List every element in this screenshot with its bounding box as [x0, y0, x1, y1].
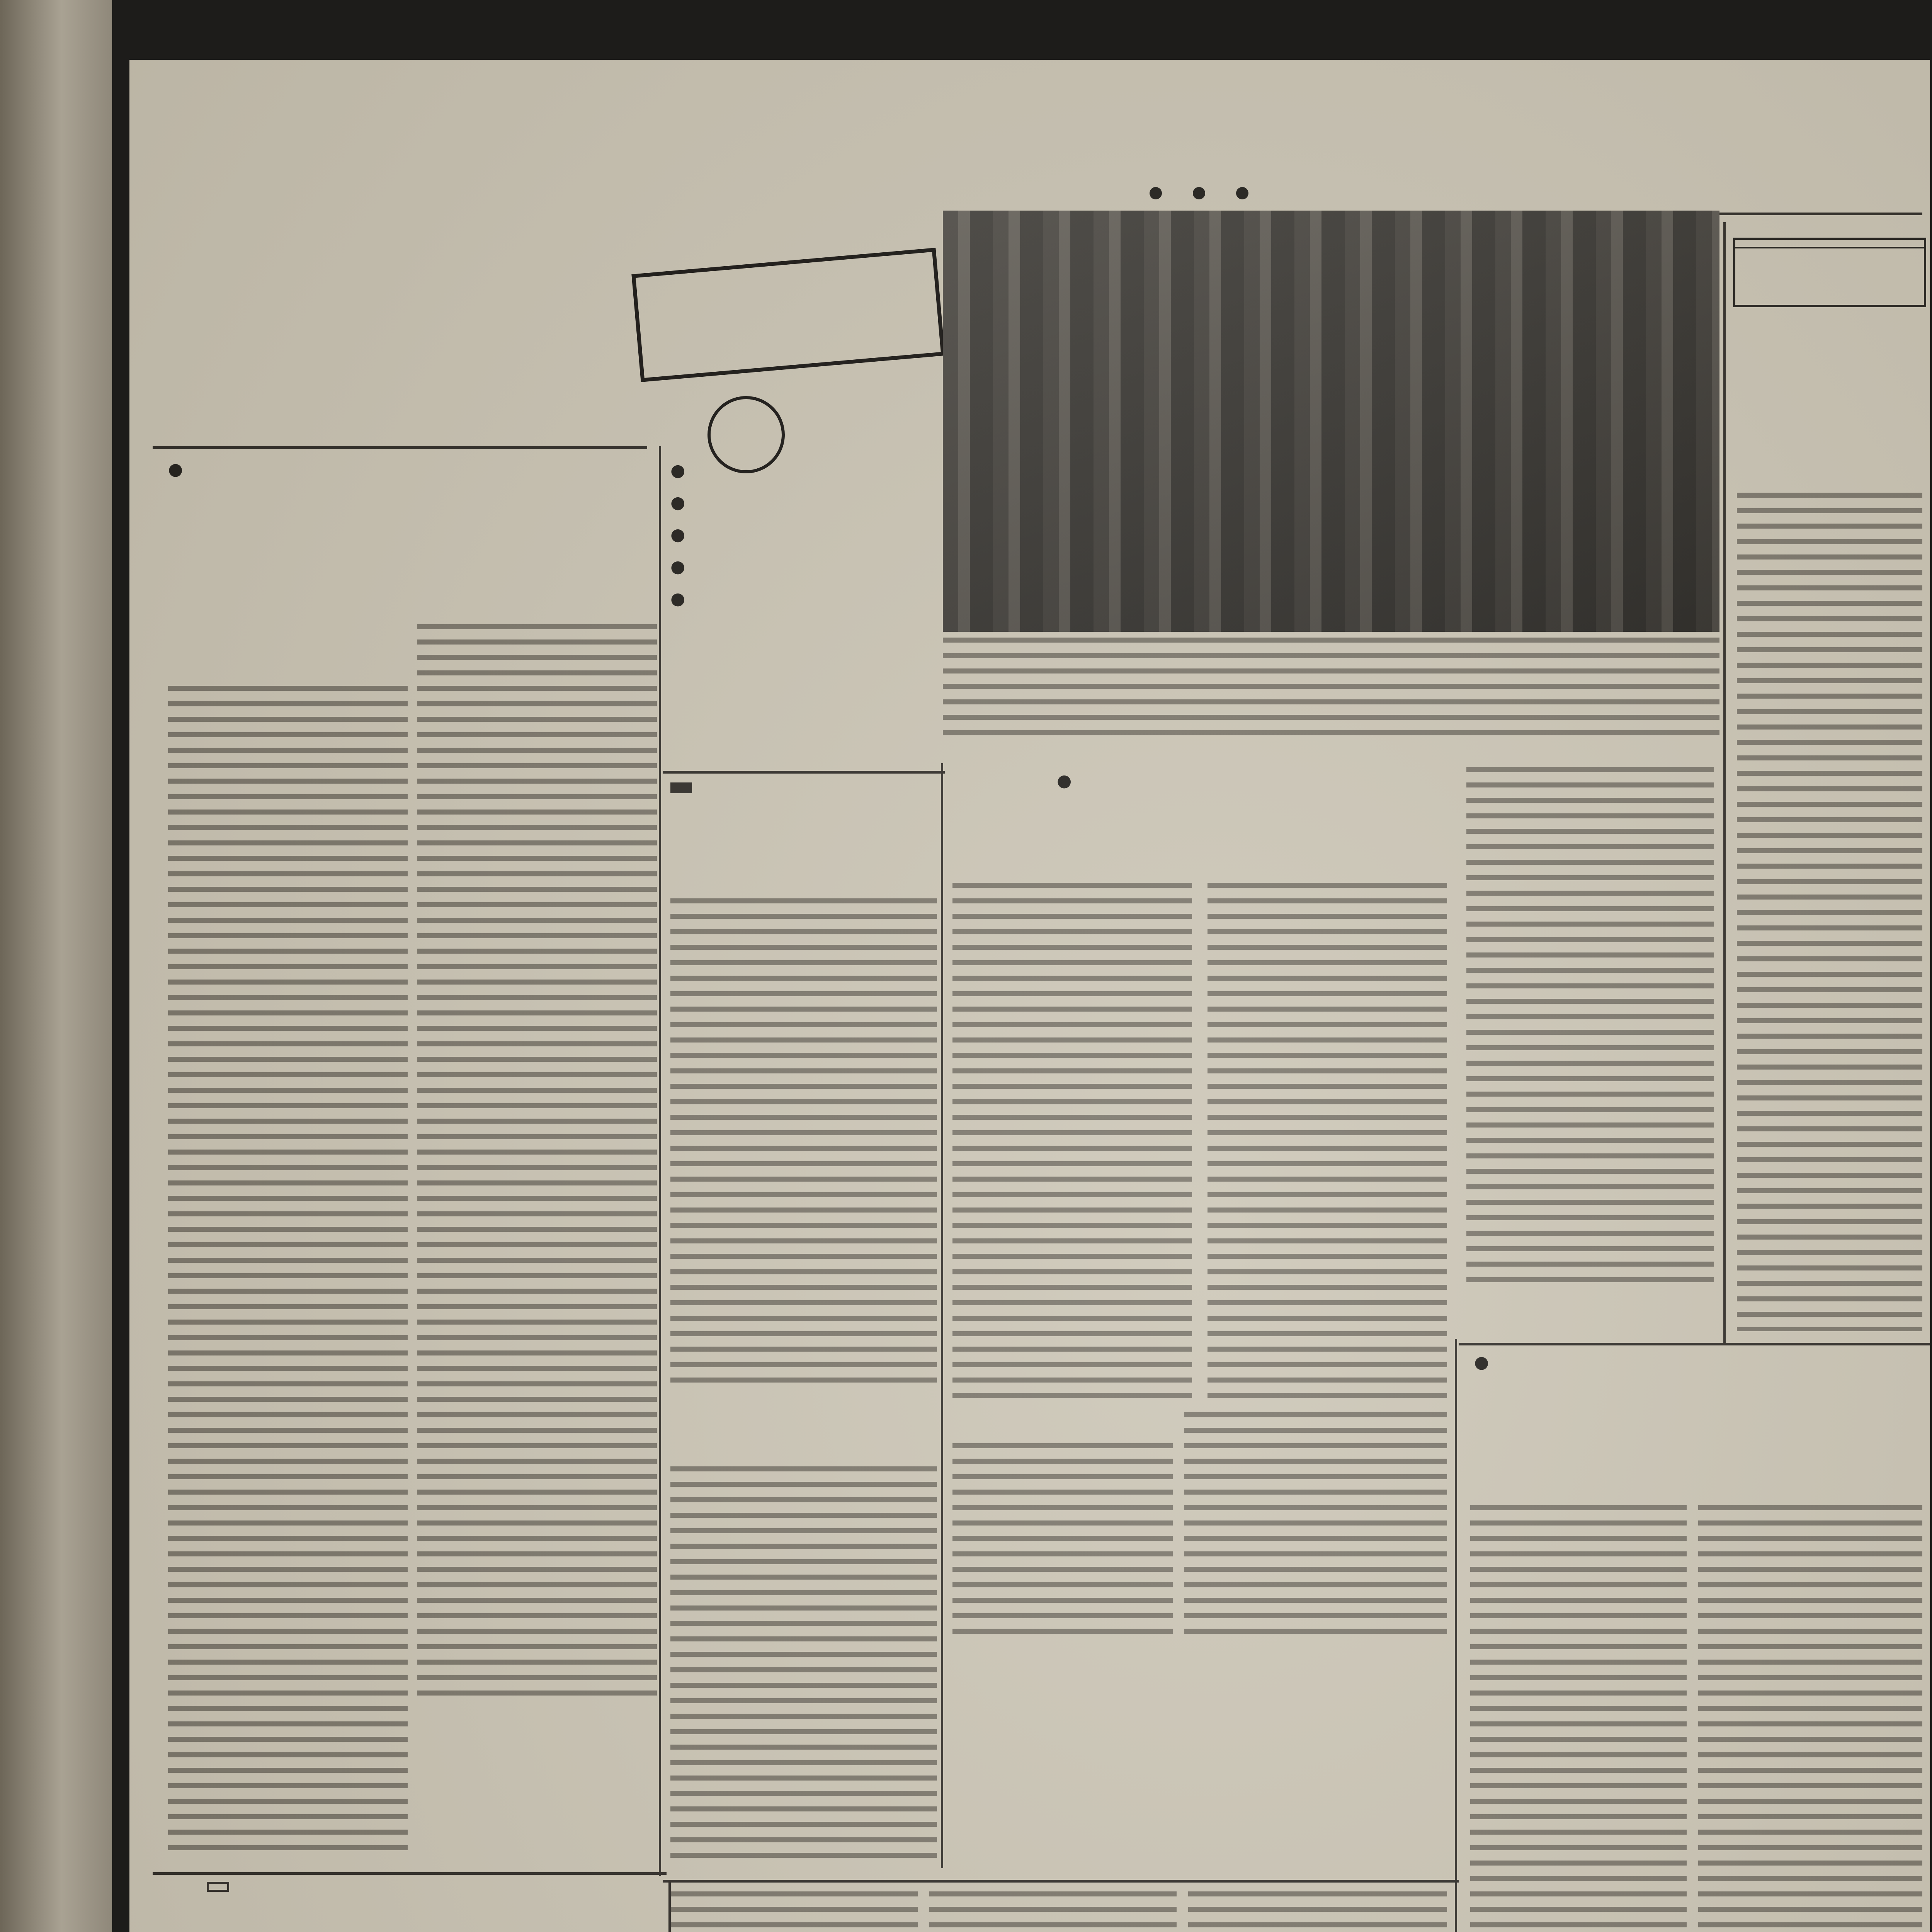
- sobrania-kicker: [1057, 771, 1072, 791]
- pochta-tag: [207, 1882, 229, 1892]
- contents-item: [670, 458, 937, 481]
- deviz-col-2: [417, 624, 657, 1698]
- vagony-col-2: [670, 1891, 918, 1932]
- contents-box: [670, 458, 937, 618]
- oblast-col-1: [1470, 1505, 1687, 1932]
- deviz-kicker: [168, 458, 183, 480]
- contents-item: [670, 586, 937, 610]
- vesti-body-2: [670, 1466, 937, 1868]
- vesti-body-1: [670, 898, 937, 1385]
- previous-page-edge: [0, 0, 112, 1932]
- contents-item: [670, 554, 937, 578]
- answer-body: [1737, 493, 1922, 1331]
- section-rule: [663, 771, 945, 774]
- sobrania-col-1: [952, 883, 1192, 1401]
- vagony-col-4: [1188, 1891, 1447, 1932]
- bullet-dot-icon: [1193, 187, 1205, 199]
- bullet-dot-icon: [1150, 187, 1162, 199]
- section-rule: [1459, 1343, 1930, 1345]
- column-rule: [668, 1880, 671, 1932]
- bullet-dot-icon: [1236, 187, 1248, 199]
- newspaper-page: [129, 60, 1930, 1932]
- vesti-tag: [670, 782, 692, 793]
- vagony-col-1a: [952, 1443, 1173, 1636]
- section-rule: [663, 1880, 1459, 1883]
- column-rule: [1455, 1339, 1457, 1932]
- section-rule: [153, 446, 647, 449]
- vagony-col-1b: [1184, 1412, 1447, 1636]
- sobrania-col-3: [1466, 767, 1714, 1285]
- contents-item: [670, 490, 937, 514]
- vagony-col-3: [929, 1891, 1177, 1932]
- column-rule: [659, 446, 661, 1876]
- oblast-col-2: [1698, 1505, 1922, 1932]
- answer-logo: [1733, 238, 1926, 307]
- photo-caption: [943, 638, 1719, 757]
- logo-stamp: [631, 248, 945, 382]
- contents-item: [670, 522, 937, 546]
- news-photo: [943, 211, 1719, 632]
- column-rule: [941, 763, 943, 1868]
- column-rule: [1723, 222, 1726, 1343]
- caption-text-lines: [943, 638, 1719, 742]
- masthead: [1150, 176, 1907, 211]
- oblast-kicker: [1474, 1352, 1489, 1372]
- answer-logo-paper: [1735, 240, 1924, 248]
- deviz-col-1: [168, 686, 408, 1857]
- section-rule: [153, 1872, 667, 1875]
- sobrania-col-2: [1208, 883, 1447, 1401]
